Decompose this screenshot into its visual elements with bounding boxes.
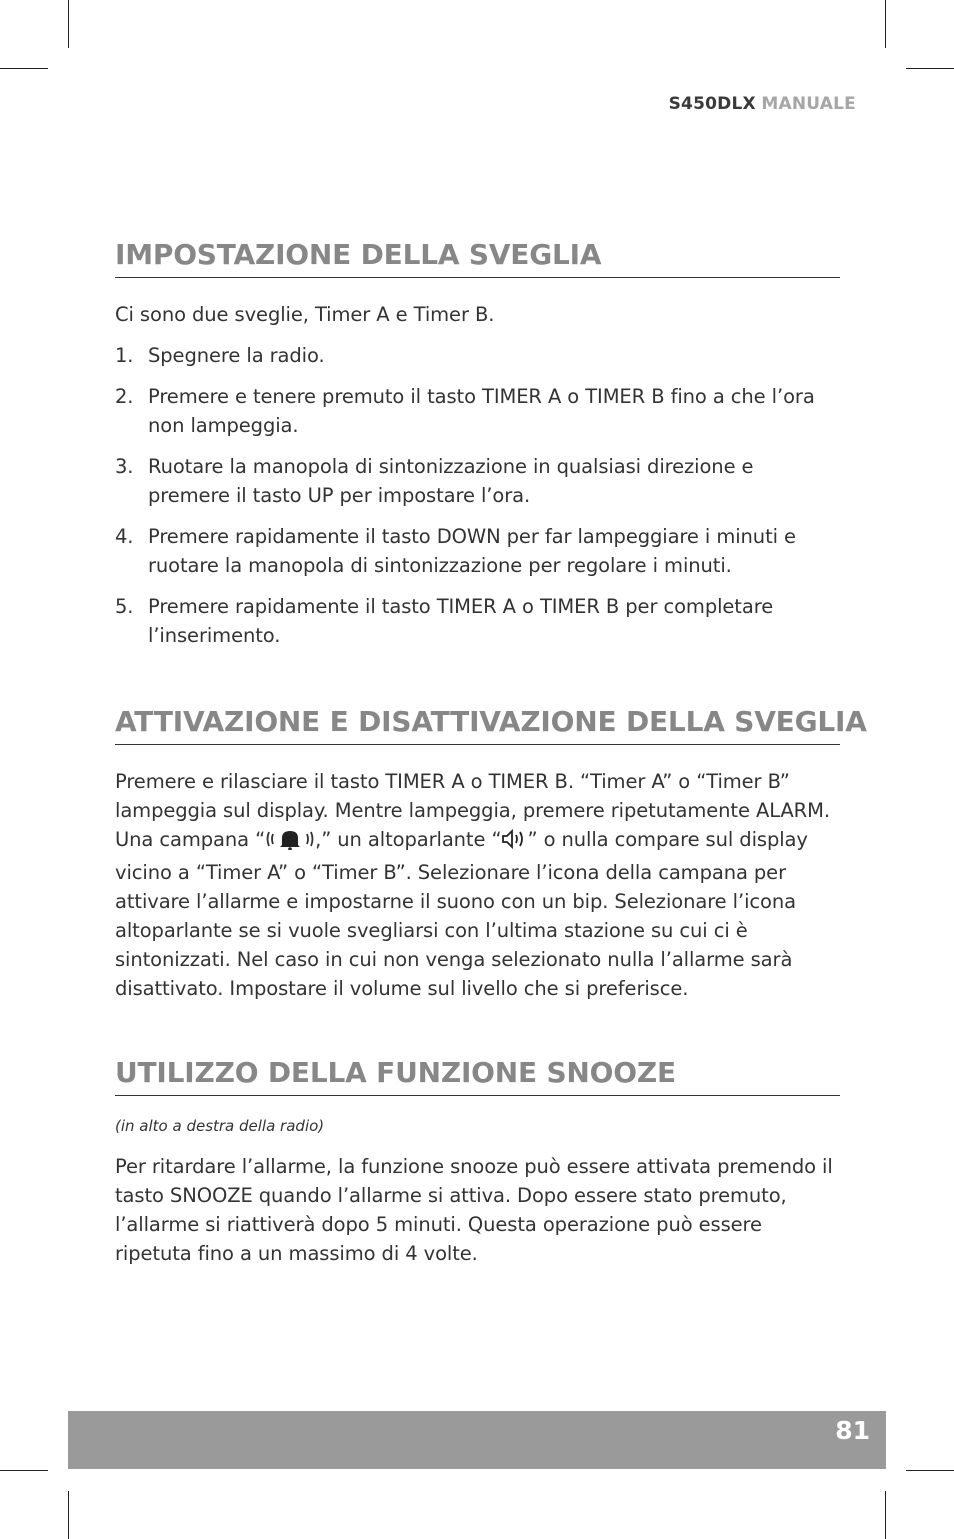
step-text: Ruotare la manopola di sintonizzazione in qualsiasi direzione e premere il tasto UP per impostare l’ora.: [148, 454, 754, 507]
crop-mark: [885, 1491, 886, 1539]
list-item: [115, 592, 815, 651]
snooze-note: (in alto a destra della radio): [115, 1117, 325, 1135]
crop-mark: [68, 0, 69, 48]
step-number: 4.: [115, 524, 134, 548]
section-title-attivazione: ATTIVAZIONE E DISATTIVAZIONE DELLA SVEGLIA: [115, 705, 840, 745]
body-text: Premere e rilasciare il tasto TIMER A o TIMER B. “Timer A” o “Timer B” lampeggia sul display. Mentre lampeggia, premere ripetutamente ALARM. Una campana “: [115, 770, 830, 851]
list-item: [115, 452, 815, 511]
body-text: ,” un altoparlante “: [315, 828, 502, 851]
bell-icon: [265, 828, 315, 858]
list-item: [115, 522, 815, 581]
section-intro: Ci sono due sveglie, Timer A e Timer B.: [115, 303, 495, 326]
crop-mark: [0, 68, 48, 69]
running-header: [669, 94, 856, 114]
list-item: [115, 341, 815, 371]
crop-mark: [885, 0, 886, 48]
crop-mark: [906, 68, 954, 69]
crop-mark: [68, 1491, 69, 1539]
header-manual: MANUALE: [761, 94, 856, 114]
section-body-attivazione: [115, 767, 840, 1003]
step-number: 3.: [115, 454, 134, 478]
step-text: Spegnere la radio.: [148, 344, 325, 367]
step-number: 1.: [115, 344, 134, 367]
section-title-impostazione: IMPOSTAZIONE DELLA SVEGLIA: [115, 238, 840, 278]
step-number: 2.: [115, 384, 134, 408]
header-model: S450DLX: [668, 94, 756, 114]
crop-mark: [906, 1470, 954, 1471]
step-text: Premere rapidamente il tasto TIMER A o TIMER B per completare l’inserimento.: [148, 594, 774, 647]
section-body-snooze: Per ritardare l’allarme, la funzione snooze può essere attivata premendo il tasto SNOOZE quando l’allarme si attiva. Dopo essere stato premuto, l’allarme si riattiverà dopo 5 minuti. Questa operazione può essere ripetuta fino a un massimo di 4 volte.: [115, 1155, 833, 1265]
steps-list: [115, 341, 815, 662]
speaker-icon: [501, 828, 527, 858]
step-text: Premere e tenere premuto il tasto TIMER A o TIMER B fino a che l’ora non lampeggia.: [148, 384, 815, 437]
step-text: Premere rapidamente il tasto DOWN per far lampeggiare i minuti e ruotare la manopola di sintonizzazione per regolare i minuti.: [148, 524, 796, 577]
footer-bar: [68, 1411, 886, 1469]
list-item: [115, 382, 815, 441]
section-title-snooze: UTILIZZO DELLA FUNZIONE SNOOZE: [115, 1056, 840, 1096]
body-text: ” o nulla compare sul display vicino a “Timer A” o “Timer B”. Selezionare l’icona della campana per attivare l’allarme e impostarne il suono con un bip. Selezionare l’icona altoparlante se si vuole svegliarsi con l’ultima stazione su cui ci è sintonizzati. Nel caso in cui non venga selezionato nulla l’allarme sarà disattivato. Impostare il volume sul livello che si preferisce.: [115, 828, 808, 1000]
page-number: 81: [835, 1416, 870, 1445]
step-number: 5.: [115, 594, 134, 618]
crop-mark: [0, 1470, 48, 1471]
